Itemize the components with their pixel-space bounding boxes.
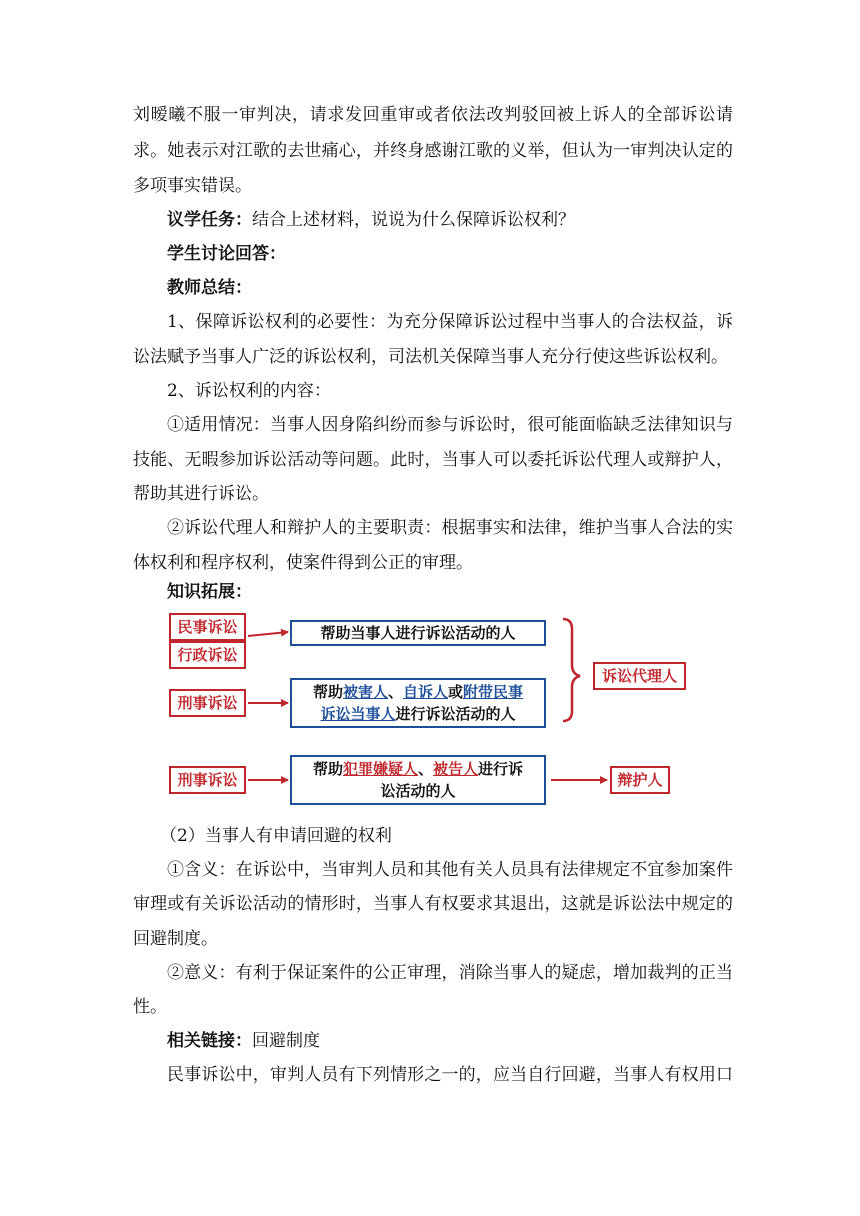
paragraph-line: 技能、无暇参加诉讼活动等问题。此时，当事人可以委托诉讼代理人或辩护人， bbox=[133, 450, 733, 470]
summary-label: 教师总结： bbox=[167, 278, 252, 298]
paragraph-line: 2、诉讼权利的内容： bbox=[167, 381, 331, 401]
link-text: 回避制度 bbox=[252, 1031, 320, 1051]
box3-post-a: 进行诉 bbox=[478, 760, 524, 778]
link-label: 相关链接： bbox=[167, 1031, 252, 1051]
paragraph-line: 审理或有关诉讼活动的情形时，当事人有权要求其退出，这就是诉讼法中规定的 bbox=[133, 894, 733, 914]
brace-bracket bbox=[563, 619, 580, 721]
paragraph-line: 民事诉讼中，审判人员有下列情形之一的，应当自行回避，当事人有权用口 bbox=[167, 1065, 733, 1085]
suspect-term: 犯罪嫌疑人 bbox=[342, 760, 418, 778]
box3-sep: 、 bbox=[417, 760, 433, 778]
paragraph-line: 刘暧曦不服一审判决，请求发回重审或者依法改判驳回被上诉人的全部诉讼请 bbox=[133, 105, 733, 125]
arrow-line bbox=[248, 632, 288, 636]
link-line bbox=[167, 1027, 767, 1055]
discuss-label: 学生讨论回答： bbox=[167, 244, 286, 264]
paragraph-line: 多项事实错误。 bbox=[133, 176, 252, 196]
ext-label: 知识拓展： bbox=[167, 582, 252, 602]
victim-term: 被害人 bbox=[342, 683, 388, 701]
paragraph-line: ①含义：在诉讼中，当审判人员和其他有关人员具有法律规定不宜参加案件 bbox=[167, 860, 733, 880]
paragraph-line: （2）当事人有申请回避的权利 bbox=[160, 826, 392, 846]
attached-civil-term-b: 诉讼当事人 bbox=[320, 705, 396, 723]
admin-litigation-box: 行政诉讼 bbox=[169, 641, 246, 669]
box3-pre: 帮助 bbox=[312, 760, 343, 778]
box2-post: 进行诉讼活动的人 bbox=[395, 705, 516, 723]
paragraph-line: ②意义：有利于保证案件的公正审理，消除当事人的疑虑，增加裁判的正当 bbox=[167, 963, 733, 983]
litigation-agent-box: 诉讼代理人 bbox=[593, 662, 686, 690]
task-text: 结合上述材料，说说为什么保障诉讼权利？ bbox=[252, 210, 575, 230]
box2-pre: 帮助 bbox=[312, 683, 343, 701]
defendant-term: 被告人 bbox=[433, 760, 479, 778]
agent-civil-desc-box: 帮助当事人进行诉讼活动的人 bbox=[290, 620, 546, 646]
box2-or: 或 bbox=[448, 683, 464, 701]
attached-civil-term-a: 附带民事 bbox=[463, 683, 524, 701]
civil-litigation-box: 民事诉讼 bbox=[169, 613, 246, 641]
box2-sep: 、 bbox=[387, 683, 403, 701]
diagram-arrows bbox=[166, 605, 706, 805]
paragraph-line: 回避制度。 bbox=[133, 929, 218, 949]
paragraph-line: 性。 bbox=[133, 997, 167, 1017]
paragraph-line: 讼法赋予当事人广泛的诉讼权利，司法机关保障当事人充分行使这些诉讼权利。 bbox=[133, 347, 728, 367]
defender-box: 辩护人 bbox=[610, 766, 670, 794]
paragraph-line: 帮助其进行诉讼。 bbox=[133, 484, 269, 504]
paragraph-line: ②诉讼代理人和辩护人的主要职责：根据事实和法律，维护当事人合法的实 bbox=[167, 518, 733, 538]
paragraph-line: 体权利和程序权利，使案件得到公正的审理。 bbox=[133, 553, 473, 573]
task-label: 议学任务： bbox=[167, 210, 252, 230]
box3-post-b: 讼活动的人 bbox=[380, 782, 456, 800]
litigation-roles-diagram bbox=[166, 605, 706, 805]
paragraph-line: 1、保障诉讼权利的必要性：为充分保障诉讼过程中当事人的合法权益，诉 bbox=[167, 312, 733, 332]
paragraph-line: 求。她表示对江歌的去世痛心，并终身感谢江歌的义举，但认为一审判决认定的 bbox=[133, 141, 733, 161]
task-line bbox=[167, 206, 767, 234]
paragraph-line: ①适用情况：当事人因身陷纠纷而参与诉讼时，很可能面临缺乏法律知识与 bbox=[167, 415, 733, 435]
criminal-litigation-box: 刑事诉讼 bbox=[169, 689, 246, 717]
criminal-litigation-box: 刑事诉讼 bbox=[169, 766, 246, 794]
private-prosecutor-term: 自诉人 bbox=[403, 683, 449, 701]
